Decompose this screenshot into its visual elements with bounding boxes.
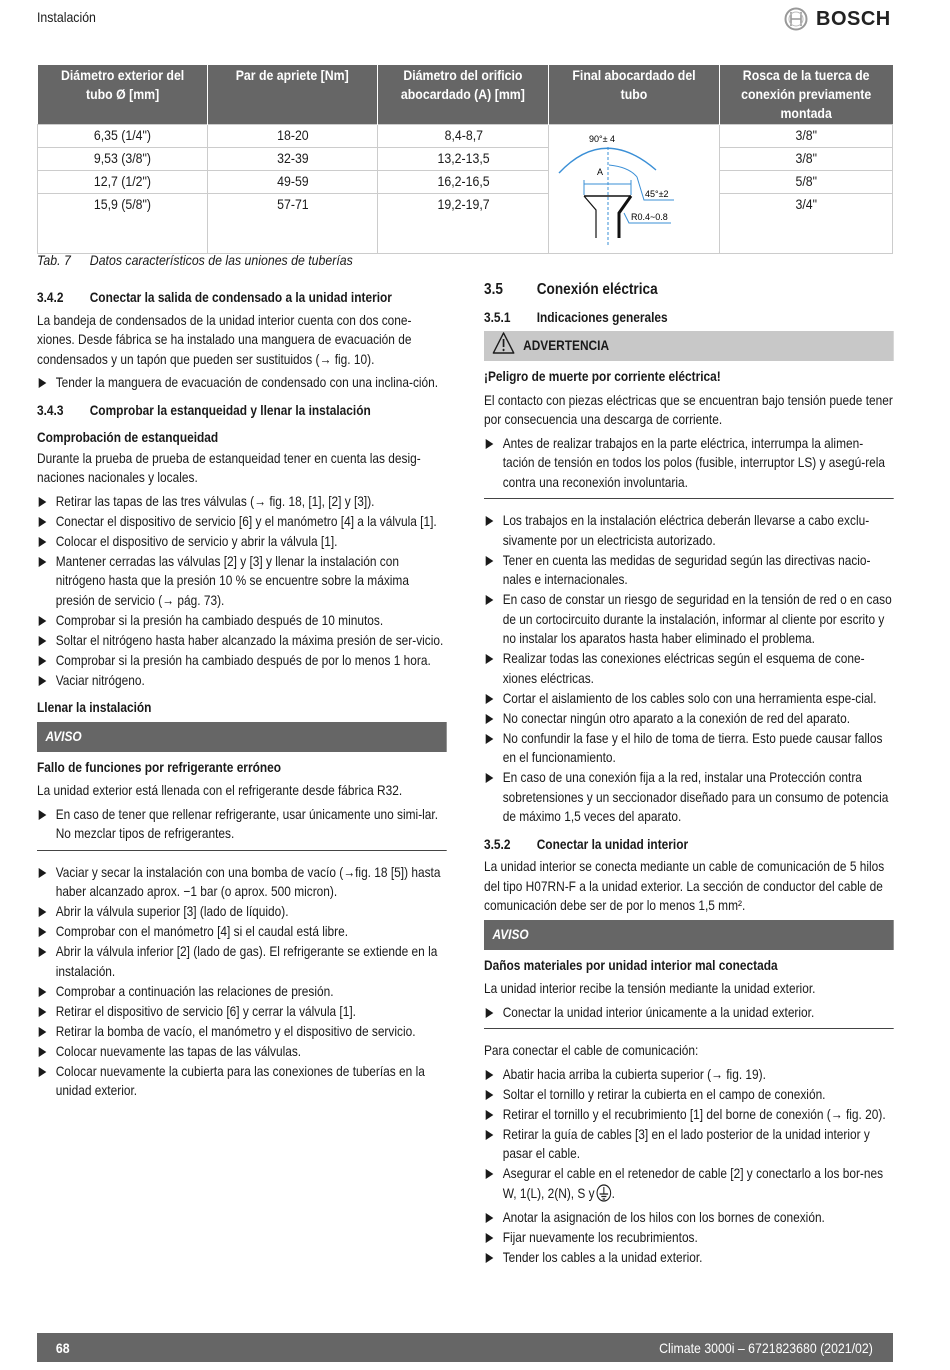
list-item (37, 1062, 447, 1101)
radius-label: R0.4~0.8 (631, 212, 668, 222)
bosch-logo (784, 7, 891, 31)
table-caption (37, 252, 353, 268)
list-item (37, 631, 447, 651)
list-item (37, 512, 447, 532)
page-number: 68 (55, 1339, 70, 1356)
section-title: Comprobar la estanqueidad y llenar la instalación (89, 401, 371, 418)
section-heading (37, 288, 447, 308)
flare-diagram-svg (549, 125, 719, 247)
list-item (484, 1228, 894, 1248)
list-item-text: Abrir la válvula superior [3] (lado de líquido). (55, 903, 289, 919)
list-item-text: Retirar la bomba de vacío, el manómetro y el dispositivo de servicio. (55, 1022, 416, 1039)
list-item-text: Conectar la unidad interior únicamente a la unidad exterior. (502, 1003, 815, 1020)
bullet-list (484, 434, 894, 493)
list-item-text: Vaciar nitrógeno. (55, 671, 145, 688)
warning-triangle-icon (493, 331, 515, 361)
list-item-text: Abatir hacia arriba la cubierta superior (→ fig. 19). (502, 1065, 766, 1082)
notice-header (484, 920, 894, 950)
bosch-armature-icon (784, 7, 808, 31)
table-header: Final abocardado del tubo (549, 65, 720, 125)
list-item-text: Tender la manguera de evacuación de condensado con una inclina-ción. (55, 374, 439, 390)
list-item (37, 982, 447, 1002)
section-title: Conexión eléctrica (536, 281, 658, 298)
list-item (484, 1003, 894, 1023)
list-item-text: Anotar la asignación de los hilos con los bornes de conexión. (502, 1208, 825, 1225)
list-item (484, 1125, 894, 1164)
list-item (37, 611, 447, 631)
list-item-text: Los trabajos en la instalación eléctrica deberán llevarse a cabo exclu-sivamente por un electricista autorizado. (502, 512, 870, 548)
bullet-list (37, 492, 447, 691)
left-column (37, 280, 447, 1105)
bullet-list (484, 1065, 894, 1268)
table-row: 15,9 (5/8") 57-71 19,2-19,7 3/4" (38, 193, 893, 253)
bullet-list (37, 373, 447, 393)
list-item-text: En caso de constar un riesgo de seguridad en la tensión de red o en caso de un cortocircuito durante la instalación, informar al cliente por escrito y no instalar los aparatos hasta haber eliminado el problema. (502, 591, 892, 646)
subheading: Comprobación de estanqueidad (37, 429, 219, 445)
list-item-text: Abrir la válvula inferior [2] (lado de gas). El refrigerante se extiende en la instalación. (55, 943, 438, 979)
list-item-text: Antes de realizar trabajos en la parte eléctrica, interrumpa la alimen-tación de tensión en todos los polos (fusible, interruptor LS) y asegú-rela contra una reconexión involuntaria. (502, 434, 886, 490)
right-column (484, 280, 894, 1271)
list-item-text: En caso de una conexión fija a la red, instalar una Protección contra sobretensiones y un seccionador diseñado para un consumo de potencia de máximo 1,5 veces del aparato. (502, 769, 889, 824)
list-item-text: Comprobar si la presión ha cambiado después de 10 minutos. (55, 611, 384, 628)
list-item-text: Comprobar con el manómetro [4] si el caudal está libre. (55, 923, 349, 939)
list-item (484, 590, 894, 649)
paragraph: La bandeja de condensados de la unidad interior cuenta con dos cone-xiones. Desde fábrica se ha instalado una manguera de evacuación de condensados y un tapón que pueden ser sustituidos (→ fig. 10). (37, 311, 412, 367)
page-footer (37, 1333, 893, 1362)
list-item-text: Soltar el tornillo y retirar la cubierta en el campo de conexión. (502, 1085, 826, 1102)
bullet-list (37, 805, 447, 844)
list-item (37, 1042, 447, 1062)
list-item (484, 1105, 894, 1125)
flare-diagram (549, 125, 720, 254)
warning-notice (484, 331, 894, 499)
section-heading (37, 401, 447, 421)
list-item (37, 1022, 447, 1042)
caution-notice (37, 722, 447, 851)
table-row: 9,53 (3/8") 32-39 13,2-13,5 3/8" (38, 147, 893, 170)
list-item (484, 709, 894, 729)
document-id: Climate 3000i – 6721823680 (2021/02) (659, 1339, 873, 1356)
notice-header (484, 331, 894, 361)
bullet-list (484, 1003, 894, 1023)
a-label: A (597, 167, 604, 177)
list-item-text: Realizar todas las conexiones eléctricas según el esquema de cone-xiones eléctricas. (502, 650, 865, 686)
list-item (484, 689, 894, 709)
list-item (484, 1065, 894, 1085)
list-item-text: No confundir la fase y el hilo de toma de tierra. Esto puede causar fallos en el funcionamiento. (502, 729, 883, 765)
pipe-connection-table (37, 65, 893, 254)
list-item (37, 922, 447, 942)
list-item (484, 768, 894, 827)
list-item (37, 532, 447, 552)
notice-text: La unidad exterior está llenada con el refrigerante desde fábrica R32. (37, 782, 403, 798)
section-heading (484, 308, 894, 328)
list-item (484, 1248, 894, 1268)
list-item (37, 552, 447, 611)
list-item (484, 649, 894, 688)
notice-label: AVISO (492, 925, 529, 942)
list-item-text: Comprobar si la presión ha cambiado después de por lo menos 1 hora. (55, 651, 431, 668)
list-item (484, 1085, 894, 1105)
angle-label: 90°± 4 (589, 134, 616, 144)
section-heading (484, 280, 894, 300)
brand-name: BOSCH (816, 7, 891, 30)
list-item-text: Comprobar a continuación las relaciones de presión. (55, 982, 334, 999)
section-title: Indicaciones generales (536, 308, 668, 325)
list-item-text: Colocar nuevamente la cubierta para las conexiones de tuberías en la unidad exterior. (55, 1062, 425, 1098)
bullet-list (37, 863, 447, 1101)
list-item (484, 511, 894, 550)
list-item (37, 902, 447, 922)
notice-label: AVISO (45, 727, 82, 744)
list-item (37, 492, 447, 512)
section-heading (484, 835, 894, 855)
section-number: 3.5 (484, 281, 503, 298)
list-item (37, 671, 447, 691)
notice-header (37, 722, 447, 752)
list-item-text: Cortar el aislamiento de los cables solo con una herramienta espe-cial. (502, 689, 877, 706)
table-header: Diámetro del orificio abocardado (A) [mm] (378, 65, 549, 125)
list-item-text: Mantener cerradas las válvulas [2] y [3] y llenar la instalación con nitrógeno hasta que la presión 10 % se encuentre sobre la máxima presión de servicio (→ pág. 73). (55, 552, 409, 608)
list-item (37, 1002, 447, 1022)
list-item-text: Retirar el tornillo y el recubrimiento [1] del borne de conexión (→ fig. 20). (502, 1105, 886, 1122)
notice-label: ADVERTENCIA (523, 337, 610, 354)
list-item: Asegurar el cable en el retenedor de cable [2] y conectarlo a los bor-nes W, 1(L), 2(N), S y . (484, 1164, 894, 1207)
section-number: 3.5.2 (484, 835, 511, 852)
table-header: Rosca de la tuerca de conexión previamente montada (720, 65, 893, 125)
caution-notice (484, 920, 894, 1030)
notice-text: La unidad interior recibe la tensión mediante la unidad exterior. (484, 980, 816, 996)
notice-text: El contacto con piezas eléctricas que se encuentran bajo tensión puede tener por consecuencia una descarga de corriente. (484, 391, 893, 427)
table-row: 12,7 (1/2") 49-59 16,2-16,5 5/8" (38, 170, 893, 193)
table-caption-number: Tab. 7 (37, 252, 71, 268)
list-item-text: Colocar el dispositivo de servicio y abrir la válvula [1]. (55, 532, 338, 549)
notice-title: ¡Peligro de muerte por corriente eléctrica! (484, 368, 721, 384)
list-item (37, 805, 447, 844)
subheading: Llenar la instalación (37, 699, 152, 715)
section-title: Conectar la unidad interior (536, 835, 689, 852)
list-item-text: En caso de tener que rellenar refrigerante, usar únicamente uno simi-lar. No mezclar tipos de refrigerantes. (55, 805, 439, 841)
section-title: Conectar la salida de condensado a la unidad interior (89, 289, 392, 305)
list-item (484, 551, 894, 590)
list-item (484, 434, 894, 493)
list-item-text: Retirar las tapas de las tres válvulas (→ fig. 18, [1], [2] y [3]). (55, 492, 375, 509)
table-caption-text: Datos característicos de las uniones de tuberías (89, 252, 353, 268)
list-item-text: Asegurar el cable en el retenedor de cable [2] y conectarlo a los bor-nes W, 1(L), 2(N), S y (502, 1165, 884, 1201)
paragraph: La unidad interior se conecta mediante un cable de comunicación de 5 hilos del tipo H07RN-F a la unidad exterior. La sección de conductor del cable de comunicación debe ser de por lo menos 1,5 mm². (484, 858, 885, 913)
list-item (484, 1208, 894, 1228)
list-item-text: Tender los cables a la unidad exterior. (502, 1248, 703, 1265)
list-item-text: Conectar el dispositivo de servicio [6] y el manómetro [4] a la válvula [1]. (55, 512, 437, 529)
header-section-title: Instalación (37, 9, 96, 25)
bullet-list (484, 511, 894, 827)
list-item-text: Retirar el dispositivo de servicio [6] y cerrar la válvula [1]. (55, 1002, 356, 1019)
notice-title: Fallo de funciones por refrigerante erróneo (37, 758, 282, 775)
list-item-text: Tener en cuenta las medidas de seguridad según las directivas nacio-nales e internacionales. (502, 551, 871, 587)
list-item-text: Soltar el nitrógeno hasta haber alcanzado la máxima presión de ser-vicio. (55, 631, 444, 648)
list-item-text: Fijar nuevamente los recubrimientos. (502, 1228, 698, 1245)
list-item (37, 942, 447, 981)
section-number: 3.4.2 (37, 289, 64, 305)
paragraph: Durante la prueba de prueba de estanqueidad tener en cuenta las desig-naciones nacionales y locales. (37, 449, 421, 485)
paragraph: Para conectar el cable de comunicación: (484, 1042, 699, 1058)
list-item-text: Colocar nuevamente las tapas de las válvulas. (55, 1042, 302, 1059)
list-item (37, 373, 447, 393)
section-number: 3.5.1 (484, 308, 511, 325)
list-item (484, 729, 894, 768)
list-item-text: Vaciar y secar la instalación con una bomba de vacío (→fig. 18 [5]) hasta haber alcanzado aprox. −1 bar (o aprox. 500 micron). (55, 863, 441, 899)
table-row: 6,35 (1/4") 18-20 8,4-8,7 90°± 4 A 45°±2 R0.4~0.8 3/8" (38, 125, 893, 148)
list-item-text: No conectar ningún otro aparato a la conexión de red del aparato. (502, 709, 851, 726)
table-header: Diámetro exterior del tubo Ø [mm] (38, 65, 208, 125)
section-number: 3.4.3 (37, 401, 64, 418)
list-item (37, 651, 447, 671)
table-header: Par de apriete [Nm] (207, 65, 378, 125)
list-item-text: Retirar la guía de cables [3] en el lado posterior de la unidad interior y pasar el cable. (502, 1125, 870, 1161)
list-item (37, 863, 447, 902)
ground-symbol-icon (596, 1184, 611, 1208)
notice-title: Daños materiales por unidad interior mal conectada (484, 956, 778, 973)
half-angle-label: 45°±2 (645, 189, 669, 199)
